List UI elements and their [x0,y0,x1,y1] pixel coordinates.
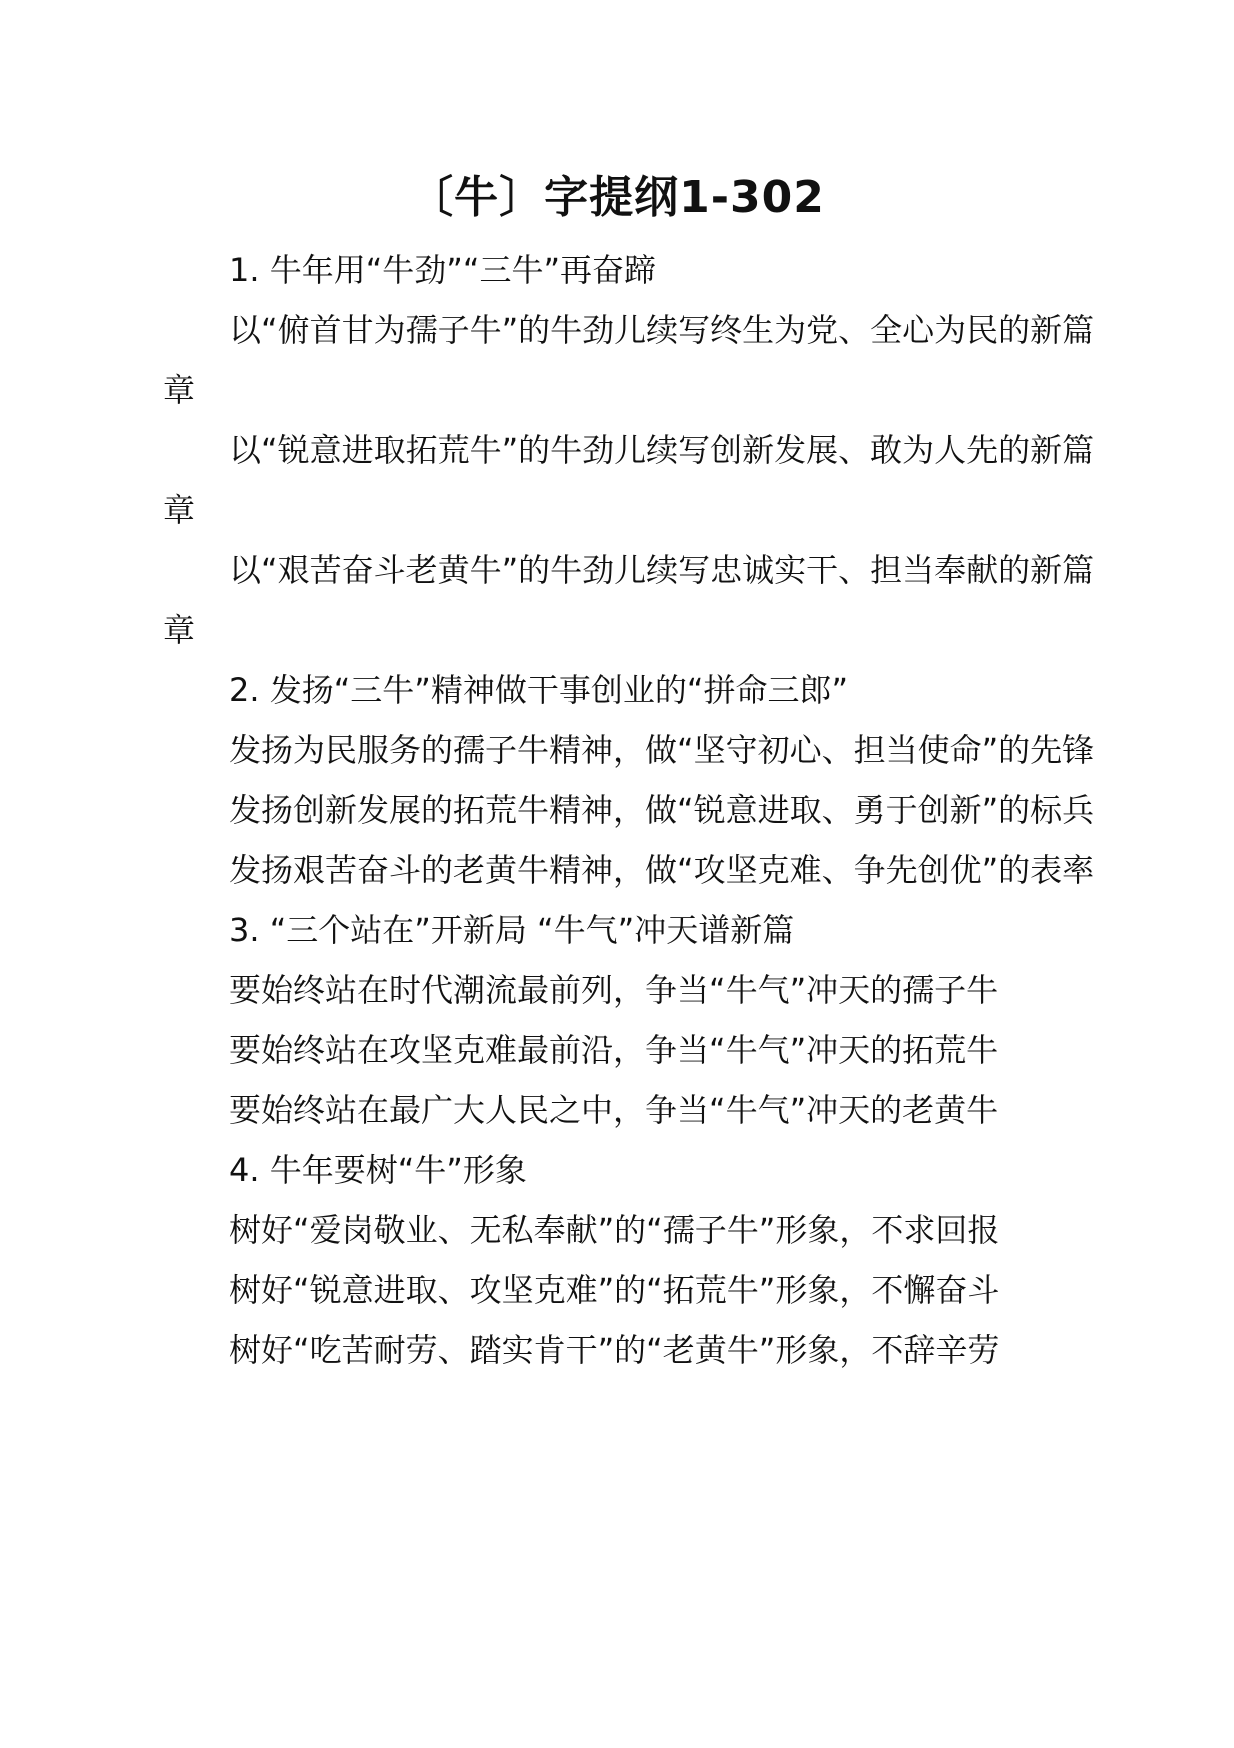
paragraph: 发扬为民服务的孺子牛精神，做“坚守初心、担当使命”的先锋 [229,731,1095,769]
paragraph: 树好“吃苦耐劳、踏实肯干”的“老黄牛”形象，不辞辛劳 [229,1331,1000,1369]
paragraph: 以“锐意进取拓荒牛”的牛劲儿续写创新发展、敢为人先的新篇章 [163,431,1095,529]
heading-4: 4. 牛年要树“牛”形象 [229,1151,527,1189]
paragraph: 以“俯首甘为孺子牛”的牛劲儿续写终生为党、全心为民的新篇章 [163,311,1095,409]
paragraph: 要始终站在攻坚克难最前沿，争当“牛气”冲天的拓荒牛 [229,1031,999,1069]
heading-1: 1. 牛年用“牛劲”“三牛”再奋蹄 [229,251,657,289]
paragraph: 要始终站在时代潮流最前列，争当“牛气”冲天的孺子牛 [229,971,999,1009]
paragraph: 发扬艰苦奋斗的老黄牛精神，做“攻坚克难、争先创优”的表率 [229,851,1095,889]
paragraph: 发扬创新发展的拓荒牛精神，做“锐意进取、勇于创新”的标兵 [229,791,1095,829]
document-body [163,240,1108,1380]
document-title: 〔牛〕字提纲1-302 [409,172,825,223]
heading-3: 3. “三个站在”开新局 “牛气”冲天谱新篇 [229,911,795,949]
heading-2: 2. 发扬“三牛”精神做干事创业的“拼命三郎” [229,671,849,709]
paragraph: 以“艰苦奋斗老黄牛”的牛劲儿续写忠诚实干、担当奉献的新篇章 [163,551,1095,649]
paragraph: 树好“爱岗敬业、无私奉献”的“孺子牛”形象，不求回报 [229,1211,1000,1249]
paragraph: 要始终站在最广大人民之中，争当“牛气”冲天的老黄牛 [229,1091,999,1129]
paragraph: 树好“锐意进取、攻坚克难”的“拓荒牛”形象，不懈奋斗 [229,1271,1000,1309]
